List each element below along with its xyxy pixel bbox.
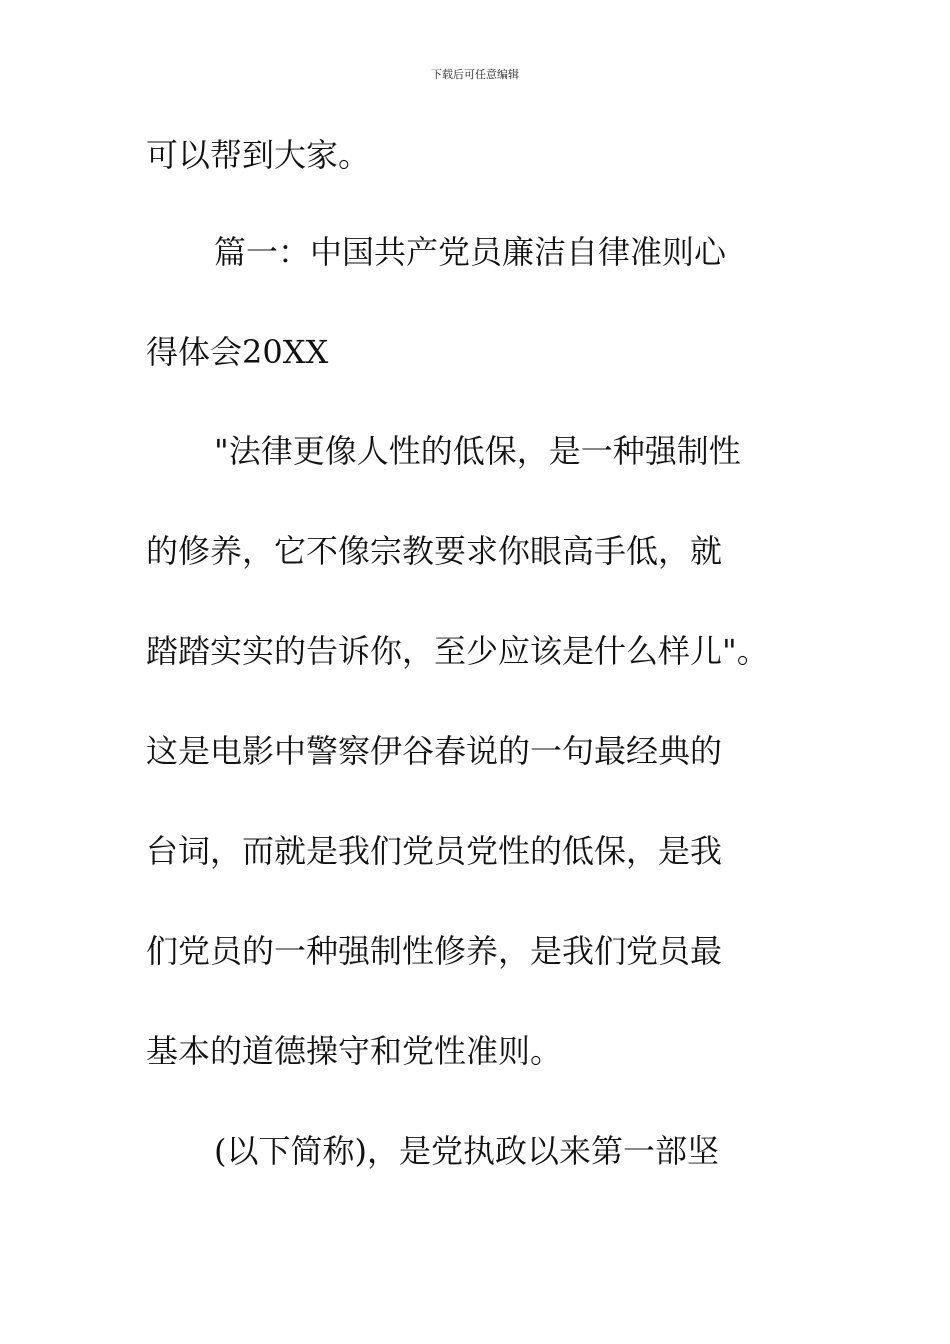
quote-line-1: "法律更像人性的低保，是一种强制性 [214,432,741,470]
body-line-2: 这是电影中警察伊谷春说的一句最经典的 [146,732,723,770]
body-line-3: 台词，而就是我们党员党性的低保，是我 [146,832,723,870]
body-line-1: 可以帮到大家。 [146,136,371,174]
header-note: 下载后可任意编辑 [431,68,519,81]
body-line-4: 们党员的一种强制性修养，是我们党员最 [146,932,723,970]
quote-line-2: 的修养，它不像宗教要求你眼高手低，就 [146,532,723,570]
section-title-line-1: 篇一：中国共产党员廉洁自律准则心 [214,233,727,271]
body-line-6: (以下简称)，是党执政以来第一部坚 [214,1132,719,1170]
section-title-line-2: 得体会20XX [146,333,329,371]
quote-line-3: 踏踏实实的告诉你，至少应该是什么样儿"。 [146,632,769,670]
body-line-5: 基本的道德操守和党性准则。 [146,1032,563,1070]
